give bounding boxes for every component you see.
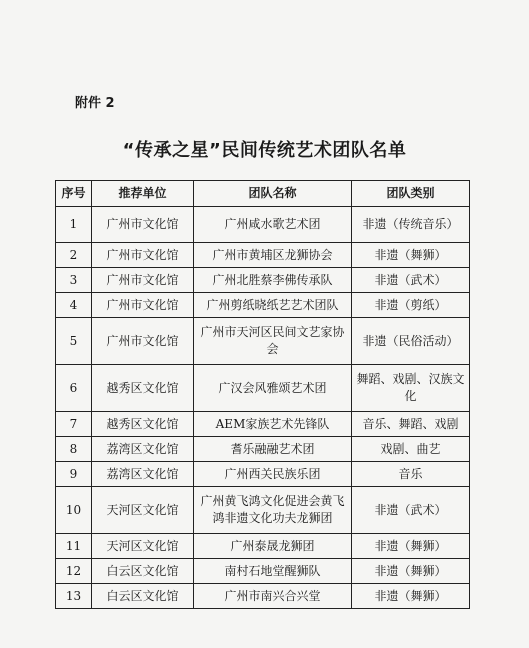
cell-no: 9	[56, 462, 92, 487]
cell-no: 8	[56, 437, 92, 462]
table-row	[56, 293, 470, 318]
cell-no: 3	[56, 268, 92, 293]
cell-unit: 广州市文化馆	[92, 268, 194, 293]
cell-unit: 广州市文化馆	[92, 207, 194, 243]
cell-unit: 白云区文化馆	[92, 584, 194, 609]
cell-no: 10	[56, 487, 92, 534]
cell-category: 非遗（舞狮）	[352, 243, 470, 268]
cell-team: AEM家族艺术先锋队	[194, 412, 352, 437]
cell-team: 广州咸水歌艺术团	[194, 207, 352, 243]
cell-unit: 越秀区文化馆	[92, 365, 194, 412]
cell-no: 6	[56, 365, 92, 412]
cell-unit: 荔湾区文化馆	[92, 437, 194, 462]
cell-no: 1	[56, 207, 92, 243]
cell-team: 广州市南兴合兴堂	[194, 584, 352, 609]
cell-team: 广州剪纸晓纸艺艺术团队	[194, 293, 352, 318]
cell-no: 5	[56, 318, 92, 365]
cell-unit: 天河区文化馆	[92, 534, 194, 559]
cell-unit: 天河区文化馆	[92, 487, 194, 534]
table-row	[56, 365, 470, 412]
cell-category: 音乐、舞蹈、戏剧	[352, 412, 470, 437]
attachment-label: 附件 2	[75, 96, 115, 111]
cell-unit: 广州市文化馆	[92, 293, 194, 318]
cell-unit: 广州市文化馆	[92, 318, 194, 365]
cell-category: 非遗（武术）	[352, 487, 470, 534]
table-row	[56, 559, 470, 584]
cell-category: 音乐	[352, 462, 470, 487]
cell-unit: 白云区文化馆	[92, 559, 194, 584]
cell-team: 广州黄飞鸿文化促进会黄飞鸿非遗文化功夫龙狮团	[194, 487, 352, 534]
cell-no: 11	[56, 534, 92, 559]
table-row	[56, 268, 470, 293]
cell-category: 非遗（舞狮）	[352, 584, 470, 609]
table-row	[56, 207, 470, 243]
cell-team: 南村石地堂醒狮队	[194, 559, 352, 584]
cell-no: 13	[56, 584, 92, 609]
cell-team: 耆乐融融艺术团	[194, 437, 352, 462]
document-title: “传承之星”民间传统艺术团队名单	[122, 140, 407, 161]
cell-no: 7	[56, 412, 92, 437]
table-row	[56, 243, 470, 268]
cell-category: 非遗（舞狮）	[352, 559, 470, 584]
table-row	[56, 534, 470, 559]
cell-team: 广州西关民族乐团	[194, 462, 352, 487]
cell-category: 非遗（民俗活动）	[352, 318, 470, 365]
cell-no: 12	[56, 559, 92, 584]
cell-unit: 荔湾区文化馆	[92, 462, 194, 487]
cell-team: 广州市黄埔区龙狮协会	[194, 243, 352, 268]
header-unit: 推荐单位	[92, 181, 194, 207]
cell-category: 非遗（剪纸）	[352, 293, 470, 318]
team-list-table	[55, 180, 470, 609]
cell-team: 广州北胜蔡李佛传承队	[194, 268, 352, 293]
cell-unit: 越秀区文化馆	[92, 412, 194, 437]
cell-category: 非遗（传统音乐）	[352, 207, 470, 243]
cell-team: 广州市天河区民间文艺家协会	[194, 318, 352, 365]
table-row	[56, 487, 470, 534]
table-row	[56, 318, 470, 365]
table-row	[56, 437, 470, 462]
cell-no: 4	[56, 293, 92, 318]
cell-category: 非遗（武术）	[352, 268, 470, 293]
cell-no: 2	[56, 243, 92, 268]
cell-team: 广汉会风雅颂艺术团	[194, 365, 352, 412]
cell-unit: 广州市文化馆	[92, 243, 194, 268]
cell-category: 舞蹈、戏剧、汉族文化	[352, 365, 470, 412]
cell-team: 广州泰晟龙狮团	[194, 534, 352, 559]
header-no: 序号	[56, 181, 92, 207]
cell-category: 戏剧、曲艺	[352, 437, 470, 462]
header-category: 团队类别	[352, 181, 470, 207]
table-row	[56, 462, 470, 487]
table-row	[56, 412, 470, 437]
header-team: 团队名称	[194, 181, 352, 207]
table-header-row	[56, 181, 470, 207]
table-row	[56, 584, 470, 609]
cell-category: 非遗（舞狮）	[352, 534, 470, 559]
